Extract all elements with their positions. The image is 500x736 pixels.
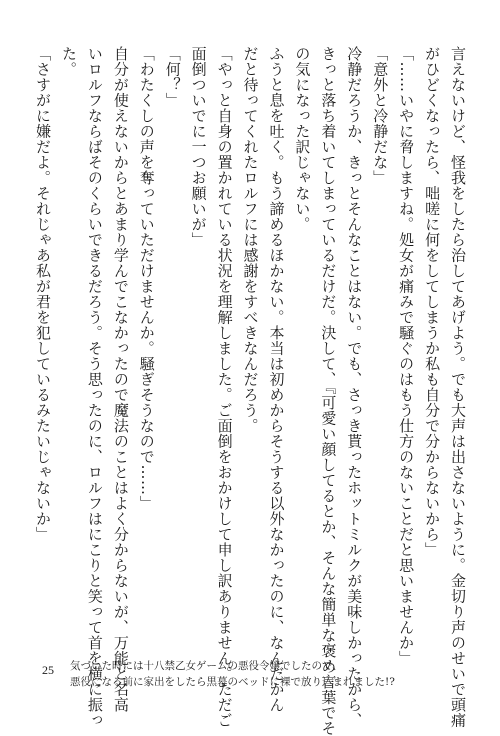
text-column: 冷静だろうか、きっとそんなことはない。でも、さっき貰ったホットミルクが美味しかったから、 [345,46,364,728]
text-column: 「何？」 [163,46,182,108]
text-column: きっと落ち着いてしまっているだけだ。決して、『可愛い顔してるとか、そんな簡単な褒め言葉でそ [319,46,338,736]
text-column: 面倒ついでに一つお願いが」 [189,46,208,248]
page-footer [42,658,472,698]
text-column: ふうと息を吐く。もう諦めるほかない。本当は初めからそうする以外なかったのに、なんだかん [267,46,286,713]
running-title-line-1: 気づいた時には十八禁乙女ゲームの悪役令嬢でしたので、 [70,660,343,672]
text-column: いロルフならばそのくらいできるだろう。そう思ったのに、ロルフはにこりと笑って首を横に振っ [85,46,104,728]
text-column: 言えないけど、怪我をしたら治してあげよう。でも大声は出さないように。金切り声のせいで頭痛 [449,46,467,728]
text-column: 「さすがに嫌だよ。それじゃあ私が君を犯しているみたいじゃないか」 [34,46,52,542]
text-column: 自分が使えないからとあまり学んでこなかったので魔法のことはよく分からないが、万能と名高 [111,46,130,713]
text-column: がひどくなったら、咄嗟に何をしてしまうか私も自分で分からないから」 [423,46,442,558]
running-title [70,658,395,690]
page-number: 25 [42,663,54,677]
text-column: 「やっと自身の置かれている状況を理解しました。ご面倒をおかけして申し訳ありません。ただご [215,46,234,728]
text-column: だと待ってくれたロルフには感謝をすべきなんだろう。 [241,46,260,434]
text-column: 「意外と冷静だな」 [371,46,390,186]
text-column: 「……いやに脅しますね。処女が痛みで騒ぐのはもう仕方のないことだと思いませんか」 [397,46,416,666]
text-column: の気になった訳じゃない。 [293,46,312,232]
text-column: 「わたくしの声を奪っていただけませんか。騒ぎそうなので……」 [137,46,156,511]
text-column: た。 [59,46,78,77]
running-title-line-2: 悪役になる前に家出をしたら黒幕のベッドに裸で放り込まれました!? [70,676,395,688]
